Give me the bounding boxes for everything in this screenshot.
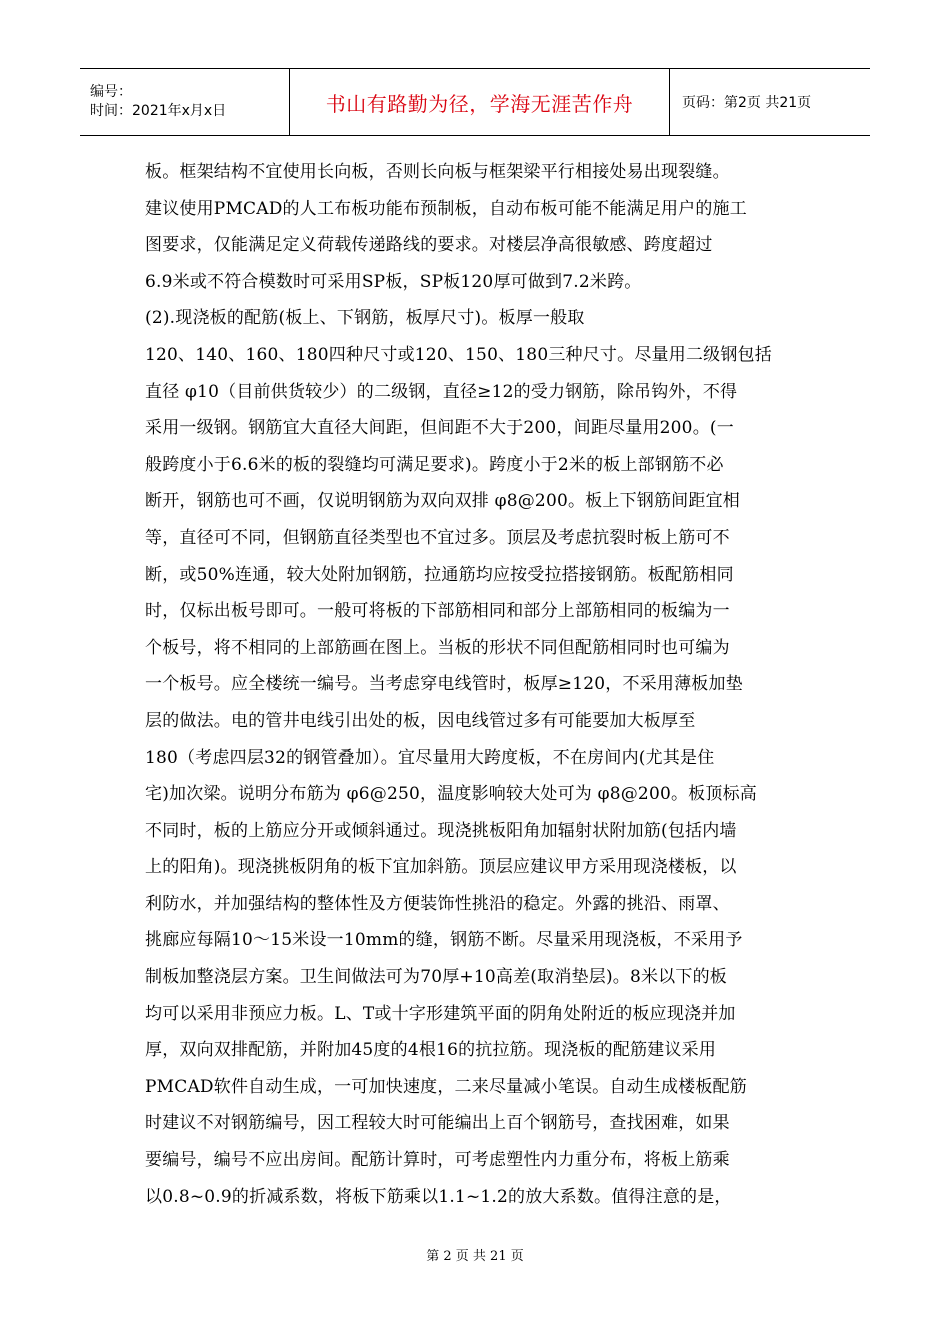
- body-line: 等，直径可不同，但钢筋直径类型也不宜过多。顶层及考虑抗裂时板上筋可不: [145, 527, 730, 548]
- body-line: 般跨度小于6.6米的板的裂缝均可满足要求)。跨度小于2米的板上部钢筋不必: [145, 454, 724, 475]
- body-line: 制板加整浇层方案。卫生间做法可为70厚+10高差(取消垫层)。8米以下的板: [145, 967, 727, 988]
- body-line: 宅)加次梁。说明分布筋为 φ6@250，温度影响较大处可为 φ8@200。板顶标高: [145, 784, 757, 805]
- body-line: 断开，钢筋也可不画，仅说明钢筋为双向双排 φ8@200。板上下钢筋间距宜相: [145, 491, 740, 512]
- body-line: 建议使用PMCAD的人工布板功能布预制板，自动布板可能不能满足用户的施工: [145, 198, 747, 219]
- page-footer: 第 2 页 共 21 页: [426, 1249, 524, 1264]
- body-line: 个板号，将不相同的上部筋画在图上。当板的形状不同但配筋相同时也可编为: [145, 637, 730, 658]
- body-line: 120、140、160、180四种尺寸或120、150、180三种尺寸。尽量用二级钢包括: [145, 344, 772, 365]
- body-line: 要编号，编号不应出房间。配筋计算时，可考虑塑性内力重分布，将板上筋乘: [145, 1150, 730, 1171]
- body-line: 图要求，仅能满足定义荷载传递路线的要求。对楼层净高很敏感、跨度超过: [145, 235, 713, 256]
- page-header: [80, 68, 870, 136]
- body-line: 挑廊应每隔10～15米设一10mm的缝，钢筋不断。尽量采用现浇板，不采用予: [145, 930, 743, 951]
- body-line: 以0.8~0.9的折减系数，将板下筋乘以1.1~1.2的放大系数。值得注意的是，: [145, 1186, 732, 1207]
- body-line: 厚，双向双排配筋，并附加45度的4根16的抗拉筋。现浇板的配筋建议采用: [145, 1040, 717, 1061]
- body-line: 层的做法。电的管井电线引出处的板，因电线管过多有可能要加大板厚至: [145, 710, 696, 731]
- serial-label: 编号：: [90, 84, 132, 100]
- body-line: 一个板号。应全楼统一编号。当考虑穿电线管时，板厚≥120，不采用薄板加垫: [145, 674, 743, 695]
- body-line: 不同时，板的上筋应分开或倾斜通过。现浇挑板阳角加辐射状附加筋(包括内墙: [145, 820, 737, 841]
- body-line: 利防水，并加强结构的整体性及方便装饰性挑沿的稳定。外露的挑沿、雨罩、: [145, 893, 730, 914]
- body-line: 直径 φ10（目前供货较少）的二级钢，直径≥12的受力钢筋，除吊钩外，不得: [145, 381, 738, 402]
- body-line: 采用一级钢。钢筋宜大直径大间距，但间距不大于200，间距尽量用200。(一: [145, 418, 734, 439]
- header-page-info: 页码：第2页 共21页: [670, 69, 871, 136]
- body-line: 均可以采用非预应力板。L、T或十字形建筑平面的阴角处附近的板应现浇并加: [145, 1003, 736, 1024]
- body-line: 时建议不对钢筋编号，因工程较大时可能编出上百个钢筋号，查找困难，如果: [145, 1113, 730, 1134]
- body-line: 板。框架结构不宜使用长向板，否则长向板与框架梁平行相接处易出现裂缝。: [145, 162, 730, 182]
- body-line: 上的阳角)。现浇挑板阴角的板下宜加斜筋。顶层应建议甲方采用现浇楼板，以: [145, 857, 737, 878]
- body-line: 180（考虑四层32的钢管叠加）。宜尽量用大跨度板，不在房间内(尤其是住: [145, 747, 715, 768]
- document-body: [145, 154, 809, 1215]
- date-label: 时间：2021年x月x日: [90, 103, 227, 119]
- body-line: (2).现浇板的配筋(板上、下钢筋，板厚尺寸)。板厚一般取: [145, 308, 585, 329]
- body-line: 断，或50%连通，较大处附加钢筋，拉通筋均应按受拉搭接钢筋。板配筋相同: [145, 564, 734, 585]
- header-meta: [80, 69, 290, 136]
- body-line: 时，仅标出板号即可。一般可将板的下部筋相同和部分上部筋相同的板编为一: [145, 601, 730, 622]
- body-line: 6.9米或不符合模数时可采用SP板，SP板120厚可做到7.2米跨。: [145, 271, 642, 292]
- body-line: PMCAD软件自动生成，一可加快速度，二来尽量减小笔误。自动生成楼板配筋: [145, 1076, 747, 1097]
- header-motto: 书山有路勤为径，学海无涯苦作舟: [290, 69, 670, 136]
